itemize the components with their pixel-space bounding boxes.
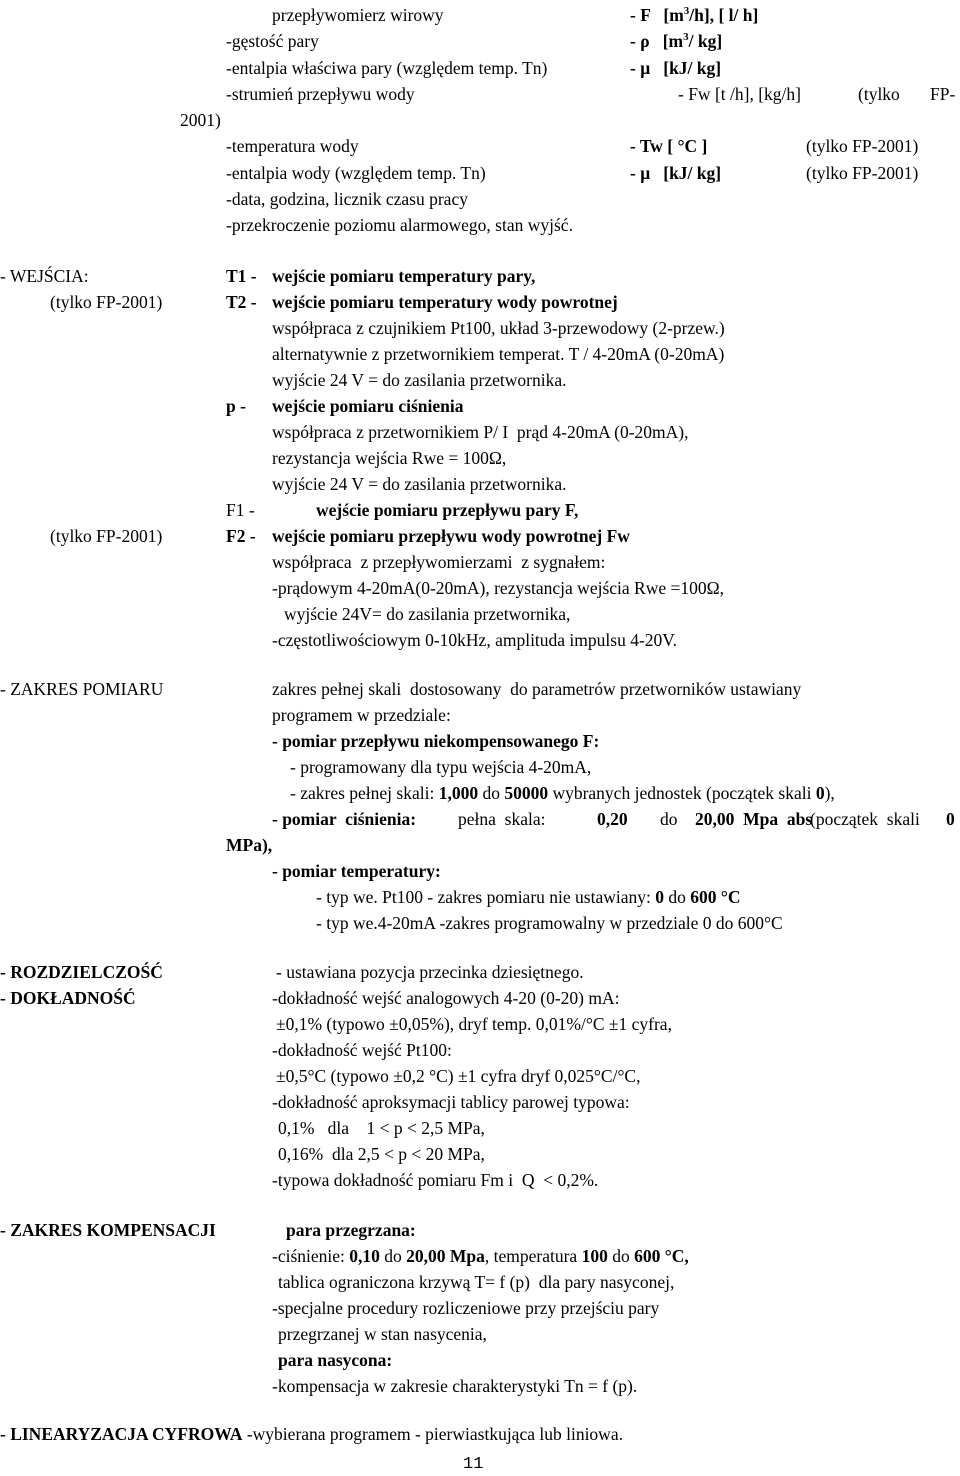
section-label-wejscia: - WEJŚCIA: xyxy=(0,266,89,286)
zakres-line: programem w przedziale: xyxy=(272,705,451,725)
kompensacja-heading-saturated: para nasycona: xyxy=(278,1350,393,1370)
input-code-f1: F1 - xyxy=(226,500,255,520)
zakres-pressure-min: 0,20 xyxy=(597,809,628,829)
section-label-dokladnosc: - DOKŁADNOŚĆ xyxy=(0,988,136,1008)
section-label-zakres-pomiaru: - ZAKRES POMIARU xyxy=(0,679,164,699)
input-code-t1: T1 - xyxy=(226,266,257,286)
top-row-2-text: -gęstość pary xyxy=(226,31,319,51)
kompensacja-heading-superheated: para przegrzana: xyxy=(286,1220,416,1240)
input-desc-t2: wejście pomiaru temperatury wody powrotnej xyxy=(272,292,618,312)
wejscia-line: współpraca z czujnikiem Pt100, układ 3-przewodowy (2-przew.) xyxy=(272,318,725,338)
top-row-3-text: -entalpia właściwa pary (względem temp. Tn) xyxy=(226,58,548,78)
top-row-6-text: -entalpia wody (względem temp. Tn) xyxy=(226,163,486,183)
top-row-6-note: (tylko FP-2001) xyxy=(806,163,919,183)
zakres-subheading-flow: - pomiar przepływu niekompensowanego F: xyxy=(272,731,600,751)
zakres-pressure-unit: MPa), xyxy=(226,835,273,855)
input-desc-f1: wejście pomiaru przepływu pary F, xyxy=(316,500,579,520)
section-label-rozdzielczosc: - ROZDZIELCZOŚĆ xyxy=(0,962,163,982)
top-row-4-text: -strumień przepływu wody xyxy=(226,84,415,104)
dokladnosc-line: -dokładność wejść analogowych 4-20 (0-20) mA: xyxy=(272,988,620,1008)
kompensacja-line: -specjalne procedury rozliczeniowe przy przejściu pary xyxy=(272,1298,660,1318)
page-number: 11 xyxy=(463,1455,484,1474)
dokladnosc-line: ±0,5°C (typowo ±0,2 °C) ±1 cyfra dryf 0,025°C/°C, xyxy=(276,1066,641,1086)
zakres-line: - typ we. Pt100 - zakres pomiaru nie ustawiany: 0 do 600 °C xyxy=(316,887,741,907)
top-row-8-text: -przekroczenie poziomu alarmowego, stan wyjść. xyxy=(226,215,573,235)
input-code-t2: T2 - xyxy=(226,292,257,312)
dokladnosc-line: -dokładność aproksymacji tablicy parowej typowa: xyxy=(272,1092,630,1112)
input-desc-t1: wejście pomiaru temperatury pary, xyxy=(272,266,536,286)
top-row-5-symbol: - Tw [ °C ] xyxy=(630,136,708,156)
zakres-subheading-pressure: - pomiar ciśnienia: xyxy=(272,809,417,829)
wejscia-line: -prądowym 4-20mA(0-20mA), rezystancja wejścia Rwe =100Ω, xyxy=(272,578,724,598)
input-code-f2: F2 - xyxy=(226,526,256,546)
zakres-line: - zakres pełnej skali: 1,000 do 50000 wybranych jednostek (początek skali 0), xyxy=(290,783,835,803)
top-row-4-note-2: FP- xyxy=(930,84,956,104)
wejscia-line: -częstotliwościowym 0-10kHz, amplituda impulsu 4-20V. xyxy=(272,630,678,650)
top-row-6-symbol: - μ [kJ/ kg] xyxy=(630,163,722,183)
input-code-p: p - xyxy=(226,396,246,416)
top-row-5-text: -temperatura wody xyxy=(226,136,359,156)
top-row-4-continuation: 2001) xyxy=(180,110,221,130)
kompensacja-line: -kompensacja w zakresie charakterystyki Tn = f (p). xyxy=(272,1376,638,1396)
dokladnosc-line: 0,1% dla 1 < p < 2,5 MPa, xyxy=(278,1118,485,1138)
wejscia-line: współpraca z przepływomierzami z sygnałem: xyxy=(272,552,606,572)
section-label-linearyzacja: - LINEARYZACJA CYFROWA xyxy=(0,1424,243,1444)
top-row-4-note: (tylko xyxy=(858,84,900,104)
zakres-pressure-start: (początek skali xyxy=(810,809,920,829)
top-row-2-symbol: - ρ [$m^3/$ kg] xyxy=(630,31,723,51)
dokladnosc-line: -typowa dokładność pomiaru Fm i Q < 0,2%. xyxy=(272,1170,599,1190)
zakres-pressure-start-value: 0 xyxy=(946,809,955,829)
wejscia-line: wyjście 24 V = do zasilania przetwornika. xyxy=(272,474,567,494)
top-row-4-symbol: - Fw [t /h], [kg/h] xyxy=(678,84,801,104)
kompensacja-line: przegrzanej w stan nasycenia, xyxy=(278,1324,487,1344)
section-label-zakres-kompensacji: - ZAKRES KOMPENSACJI xyxy=(0,1220,216,1240)
wejscia-line: wyjście 24 V = do zasilania przetwornika. xyxy=(272,370,567,390)
zakres-pressure-max: 20,00 Mpa abs xyxy=(695,809,813,829)
zakres-line: - programowany dla typu wejścia 4-20mA, xyxy=(290,757,592,777)
kompensacja-line: tablica ograniczona krzywą T= f (p) dla pary nasyconej, xyxy=(278,1272,675,1292)
zakres-line: zakres pełnej skali dostosowany do parametrów przetworników ustawiany xyxy=(272,679,802,699)
zakres-line: - typ we.4-20mA -zakres programowalny w przedziale 0 do 600°C xyxy=(316,913,783,933)
wejscia-note-2: (tylko FP-2001) xyxy=(50,526,163,546)
zakres-subheading-temperature: - pomiar temperatury: xyxy=(272,861,441,881)
zakres-pressure-do: do xyxy=(660,809,678,829)
dokladnosc-line: ±0,1% (typowo ±0,05%), dryf temp. 0,01%/°C ±1 cyfra, xyxy=(276,1014,672,1034)
zakres-pressure-scale: pełna skala: xyxy=(458,809,546,829)
kompensacja-line: -ciśnienie: 0,10 do 20,00 Mpa, temperatura 100 do 600 °C, xyxy=(272,1246,689,1266)
dokladnosc-line: -dokładność wejść Pt100: xyxy=(272,1040,452,1060)
wejscia-note-1: (tylko FP-2001) xyxy=(50,292,163,312)
linearyzacja-line xyxy=(0,1426,623,1444)
top-row-5-note: (tylko FP-2001) xyxy=(806,136,919,156)
top-row-1-text: przepływomierz wirowy xyxy=(272,5,444,25)
dokladnosc-line: 0,16% dla 2,5 < p < 20 MPa, xyxy=(278,1144,485,1164)
linearyzacja-text: -wybierana programem - pierwiastkująca lub liniowa. xyxy=(242,1424,623,1444)
top-row-1-symbol: - F $[m^3/h]$, [ l/ h] xyxy=(630,5,759,25)
wejscia-line: alternatywnie z przetwornikiem temperat. T / 4-20mA (0-20mA) xyxy=(272,344,725,364)
wejscia-line: wyjście 24V= do zasilania przetwornika, xyxy=(284,604,571,624)
top-row-3-symbol: - μ [kJ/ kg] xyxy=(630,58,722,78)
top-row-7-text: -data, godzina, licznik czasu pracy xyxy=(226,189,468,209)
input-desc-p: wejście pomiaru ciśnienia xyxy=(272,396,464,416)
wejscia-line: współpraca z przetwornikiem P/ I prąd 4-20mA (0-20mA), xyxy=(272,422,689,442)
input-desc-f2: wejście pomiaru przepływu wody powrotnej Fw xyxy=(272,526,630,546)
rozdzielczosc-text: - ustawiana pozycja przecinka dziesiętnego. xyxy=(276,962,584,982)
wejscia-line: rezystancja wejścia Rwe = 100Ω, xyxy=(272,448,507,468)
